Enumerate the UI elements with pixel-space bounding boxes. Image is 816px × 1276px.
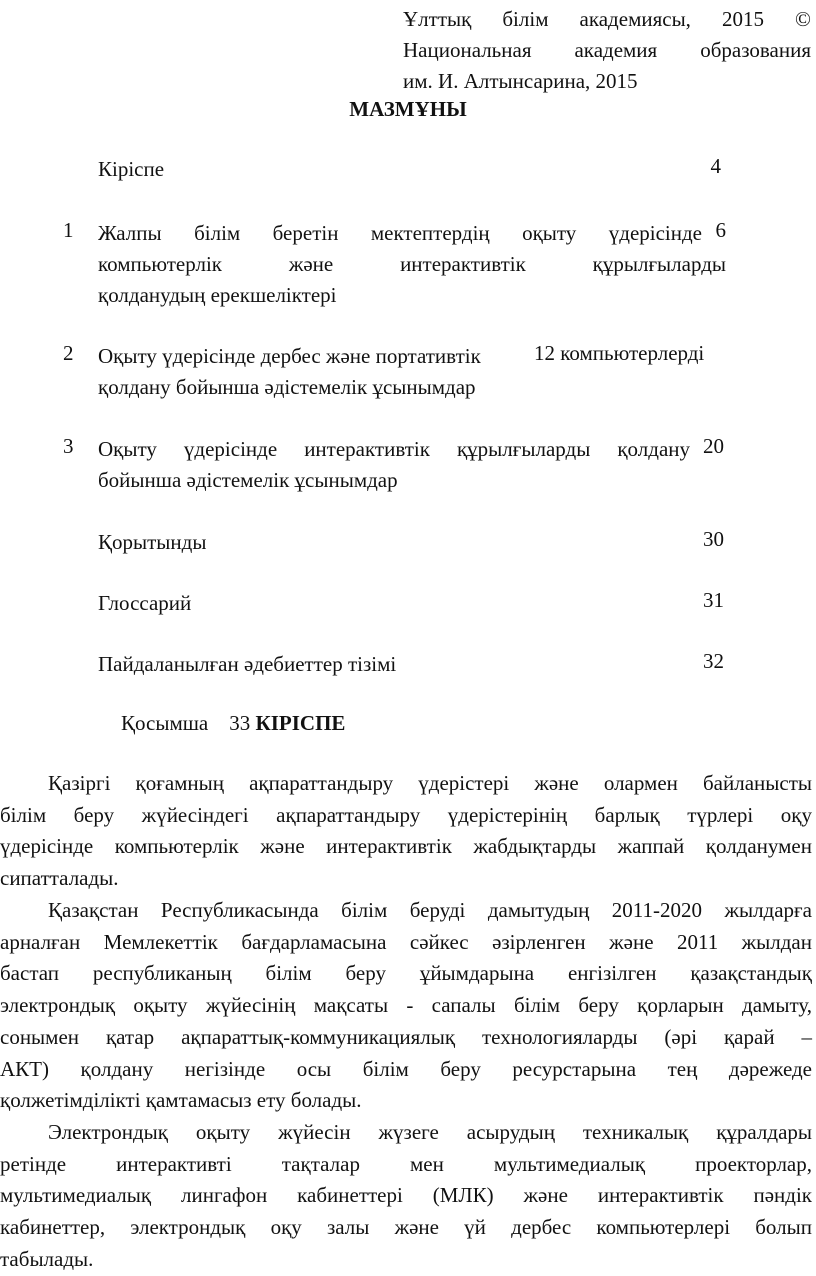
toc-page: 30 xyxy=(703,527,724,551)
toc-page: 20 xyxy=(703,434,724,458)
toc-page: 12 компьютерлерді xyxy=(534,341,705,365)
toc-title: Оқыту үдерісінде интерактивтік құрылғыларды қолдану бойынша әдістемелік ұсынымдар xyxy=(98,437,690,492)
toc-page: 6 xyxy=(715,218,726,242)
toc-number: 3 xyxy=(63,434,74,458)
toc-page: 31 xyxy=(703,588,724,612)
appendix-page: 33 xyxy=(229,711,251,735)
toc-title: Кіріспе xyxy=(98,157,165,181)
toc-title: Жалпы білім беретін мектептердің оқыту үдерісінде компьютерлік және интерактивтік құрылғыларды қолданудың ерекшеліктері xyxy=(98,221,726,307)
body-paragraph: Қазіргі қоғамның ақпараттандыру үдерістері және олармен байланысты білім беру жүйесіндегі ақпараттандыру үдерістерінің барлық түрлері оқу үдерісінде компьютерлік және интерактивтік жабдықтарды жаппай қолданумен сипатталады. xyxy=(0,771,812,891)
copyright-line: им. И. Алтынсарина, 2015 xyxy=(403,69,638,93)
toc-title: Оқыту үдерісінде дербес және портативтік қолдану бойынша әдістемелік ұсынымдар xyxy=(98,344,481,399)
body-paragraph: Электрондық оқыту жүйесін жүзеге асырудың техникалық құралдары ретінде интерактивті тақталар мен мультимедиалық проекторлар, мультимедиалық лингафон кабинеттері (МЛК) және интерактивтік пәндік кабинеттер, электрондық оқу залы және үй дербес компьютерлері болып табылады. xyxy=(0,1120,812,1271)
copyright-block xyxy=(403,4,811,97)
toc-entry-appendix xyxy=(121,711,345,736)
intro-heading: КІРІСПЕ xyxy=(255,711,346,735)
toc-title: Қорытынды xyxy=(98,530,207,554)
toc-title: Пайдаланылған әдебиеттер тізімі xyxy=(98,652,397,676)
copyright-line: Национальная академия образования xyxy=(403,38,811,62)
body-paragraph: Қазақстан Республикасында білім беруді дамытудың 2011-2020 жылдарға арналған Мемлекеттік бағдарламасына сәйкес әзірленген және 2011 жылдан бастап республиканың білім беру ұйымдарына енгізілген қазақстандық электрондық оқыту жүйесінің мақсаты - сапалы білім беру қорларын дамыту, сонымен қатар ақпараттық-коммуникациялық технологияларды (әрі қарай – АКТ) қолдану негізінде осы білім беру ресурстарына тең дәрежеде қолжетімділікті қамтамасыз ету болады. xyxy=(0,898,812,1113)
appendix-label: Қосымша xyxy=(121,711,209,735)
toc-page: 32 xyxy=(703,649,724,673)
toc-number: 2 xyxy=(63,341,74,365)
toc-title: Глоссарий xyxy=(98,591,192,615)
contents-heading: МАЗМҰНЫ xyxy=(349,97,467,121)
copyright-line: Ұлттық білім академиясы, 2015 © xyxy=(403,7,811,31)
toc-page: 4 xyxy=(710,154,721,178)
toc-number: 1 xyxy=(63,218,74,242)
